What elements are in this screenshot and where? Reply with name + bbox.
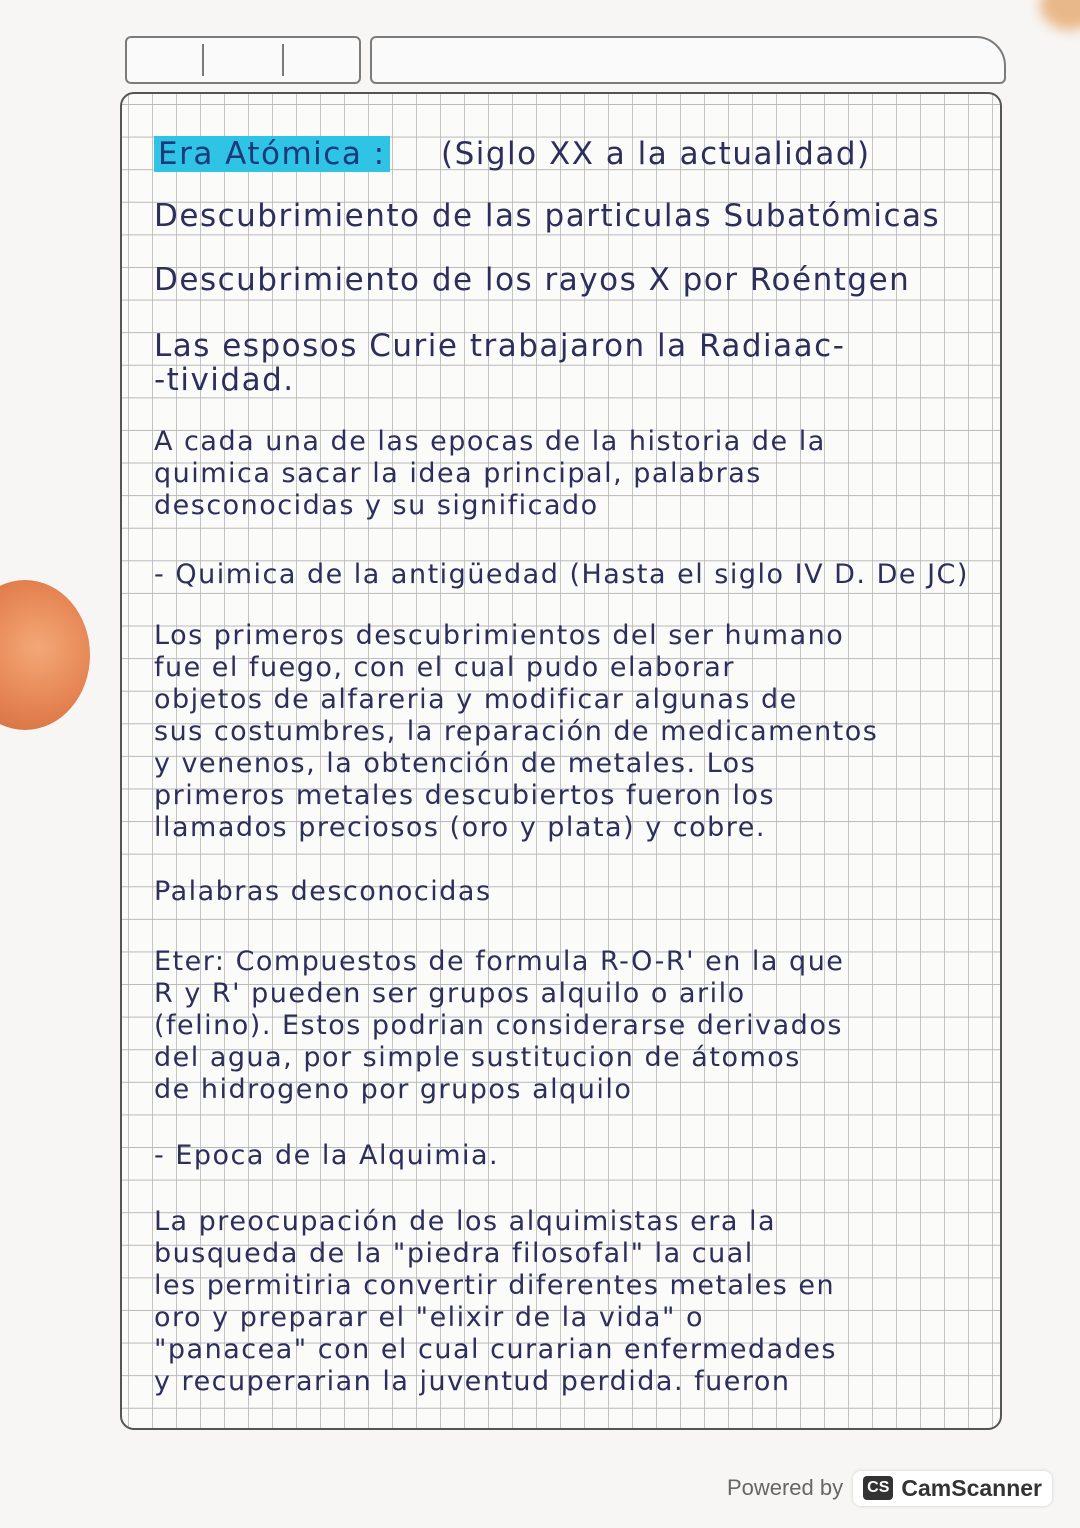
vocab-line: (felino). Estos podrian considerarse derivados	[154, 1010, 843, 1041]
instruction-line: desconocidas y su significado	[154, 490, 599, 521]
vocab-line: R y R' pueden ser grupos alquilo o arilo	[154, 978, 746, 1009]
heading-line	[154, 138, 871, 170]
paragraph-line: La preocupación de los alquimistas era la	[154, 1206, 776, 1237]
atomic-item: Descubrimiento de las particulas Subatómicas	[154, 198, 941, 234]
date-box-divider	[282, 44, 284, 76]
paragraph-line: y recuperarian la juventud perdida. fueron	[154, 1366, 791, 1397]
paragraph-line: llamados preciosos (oro y plata) y cobre.	[154, 812, 766, 843]
vocab-title: Palabras desconocidas	[154, 876, 492, 907]
finger-shadow	[0, 580, 90, 730]
paragraph-line: primeros metales descubiertos fueron los	[154, 780, 776, 811]
header-date-box	[125, 36, 361, 84]
header-title-box	[370, 36, 1006, 84]
page-corner-shadow	[1040, 0, 1080, 30]
section-title: - Quimica de la antigüedad (Hasta el siglo IV D. De JC)	[154, 559, 969, 590]
era-title: Era Atómica :	[154, 136, 390, 172]
atomic-item: Descubrimiento de los rayos X por Roéntgen	[154, 262, 911, 298]
paragraph-line: fue el fuego, con el cual pudo elaborar	[154, 652, 735, 683]
instruction-line: quimica sacar la idea principal, palabras	[154, 458, 762, 489]
camscanner-brand: CamScanner	[901, 1474, 1042, 1501]
atomic-item: -tividad.	[154, 362, 295, 398]
paragraph-line: "panacea" con el cual curarian enfermedades	[154, 1334, 837, 1365]
vocab-line: Eter: Compuestos de formula R-O-R' en la que	[154, 946, 845, 977]
camscanner-watermark	[727, 1466, 1052, 1510]
vocab-line: del agua, por simple sustitucion de átomos	[154, 1042, 801, 1073]
paragraph-line: sus costumbres, la reparación de medicamentos	[154, 716, 879, 747]
paragraph-line: Los primeros descubrimientos del ser humano	[154, 620, 845, 651]
paragraph-line: objetos de alfareria y modificar algunas de	[154, 684, 798, 715]
camscanner-logo-icon: CS	[863, 1476, 893, 1500]
camscanner-badge	[853, 1471, 1052, 1506]
era-subtitle: (Siglo XX a la actualidad)	[440, 136, 871, 172]
section-title: - Epoca de la Alquimia.	[154, 1140, 500, 1171]
instruction-line: A cada una de las epocas de la historia de la	[154, 426, 826, 457]
paragraph-line: busqueda de la "piedra filosofal" la cual	[154, 1238, 754, 1269]
vocab-line: de hidrogeno por grupos alquilo	[154, 1074, 633, 1105]
paragraph-line: les permitiria convertir diferentes metales en	[154, 1270, 836, 1301]
paragraph-line: y venenos, la obtención de metales. Los	[154, 748, 757, 779]
powered-by-text: Powered by	[726, 1475, 844, 1500]
atomic-item: Las esposos Curie trabajaron la Radiaac-	[154, 328, 846, 364]
notebook-page	[120, 92, 1002, 1430]
date-box-divider	[202, 44, 204, 76]
paragraph-line: oro y preparar el "elixir de la vida" o	[154, 1302, 704, 1333]
